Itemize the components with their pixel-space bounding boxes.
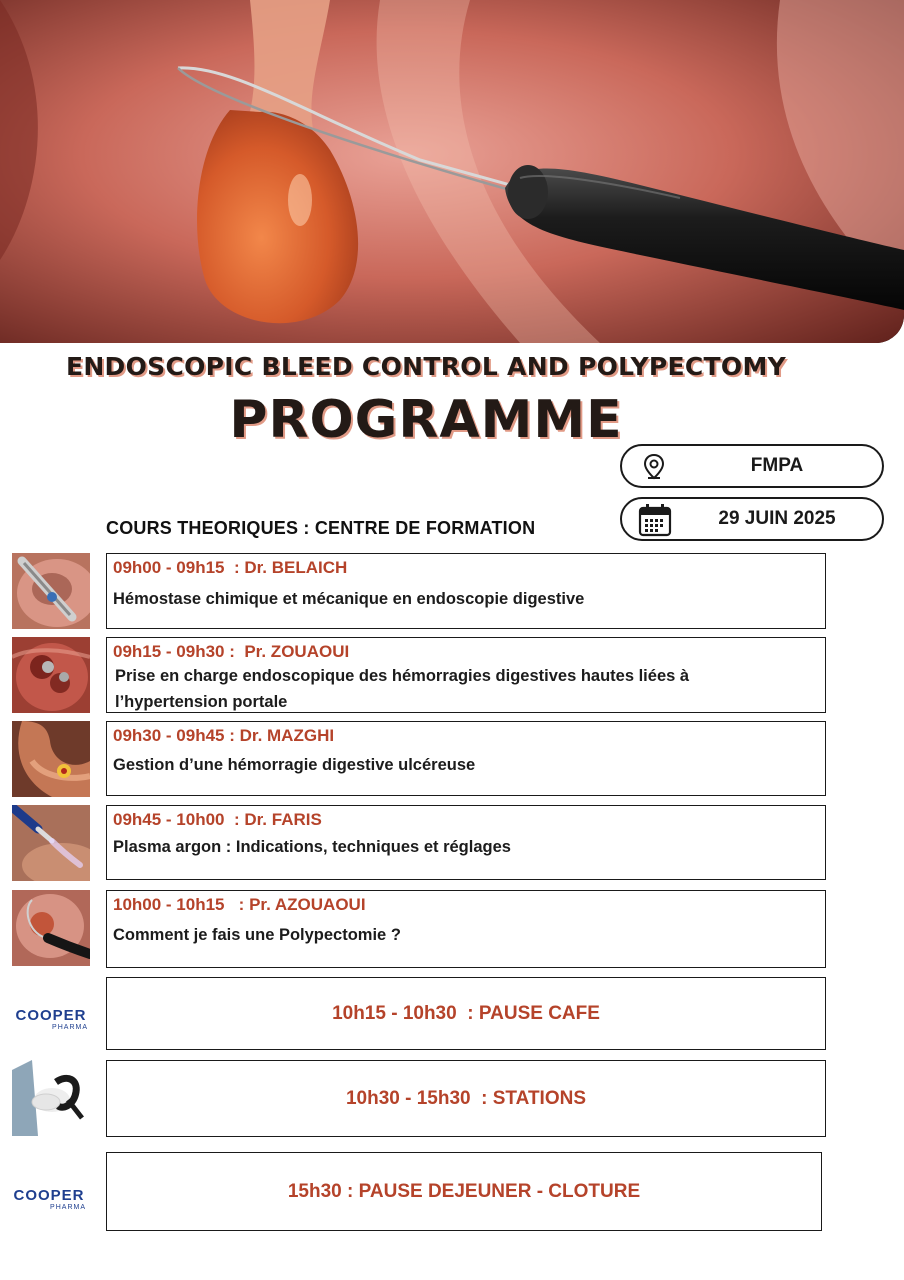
session-item [106, 721, 826, 796]
session-item [106, 890, 826, 968]
date-pill [620, 497, 884, 541]
sponsor-logo-sub: PHARMA [52, 1024, 88, 1031]
date-text: 29 JUIN 2025 [718, 508, 836, 529]
session-time-speaker: 09h15 - 09h30 : Pr. ZOUAOUI [113, 642, 350, 661]
session-thumbnail [12, 890, 90, 966]
location-pill [620, 444, 884, 488]
break-item [106, 977, 826, 1050]
hero-image [0, 0, 904, 343]
session-item [106, 637, 826, 713]
map-pin-icon [642, 453, 666, 486]
session-topic: Prise en charge endoscopique des hémorragies digestives hautes liées à l’hypertension portale [115, 667, 690, 711]
session-time-speaker: 09h45 - 10h00 : Dr. FARIS [113, 810, 322, 829]
stations-thumbnail [12, 1060, 90, 1136]
break-label: 15h30 : PAUSE DEJEUNER - CLOTURE [287, 1180, 641, 1202]
page-title: PROGRAMME [229, 390, 623, 450]
break-item [106, 1152, 822, 1231]
session-topic: Hémostase chimique et mécanique en endoscopie digestive [113, 590, 585, 608]
session-time-speaker: 09h30 - 09h45 : Dr. MAZGHI [113, 726, 335, 745]
session-thumbnail [12, 637, 90, 713]
session-item [106, 553, 826, 629]
session-thumbnail [12, 553, 90, 629]
session-topic: Comment je fais une Polypectomie ? [113, 926, 401, 944]
session-thumbnail [12, 721, 90, 797]
session-time-speaker: 09h00 - 09h15 : Dr. BELAICH [113, 558, 348, 577]
sponsor-logo [6, 1188, 92, 1212]
sponsor-logo-name: COOPER [15, 1007, 87, 1024]
session-item [106, 805, 826, 880]
session-topic: Plasma argon : Indications, techniques et réglages [113, 838, 511, 856]
section-heading: COURS THEORIQUES : CENTRE DE FORMATION [106, 518, 536, 538]
calendar-icon [638, 503, 672, 542]
session-thumbnail [12, 805, 90, 881]
session-topic: Gestion d’une hémorragie digestive ulcéreuse [113, 756, 476, 774]
location-text: FMPA [750, 455, 804, 476]
sponsor-logo [8, 1008, 94, 1032]
session-time-speaker: 10h00 - 10h15 : Pr. AZOUAOUI [113, 895, 366, 914]
event-subtitle: ENDOSCOPIC BLEED CONTROL AND POLYPECTOMY [65, 352, 787, 381]
break-label: 10h15 - 10h30 : PAUSE CAFE [332, 1002, 600, 1024]
sponsor-logo-sub: PHARMA [50, 1204, 86, 1211]
break-label: 10h30 - 15h30 : STATIONS [345, 1087, 587, 1109]
break-item [106, 1060, 826, 1137]
sponsor-logo-name: COOPER [13, 1187, 85, 1204]
